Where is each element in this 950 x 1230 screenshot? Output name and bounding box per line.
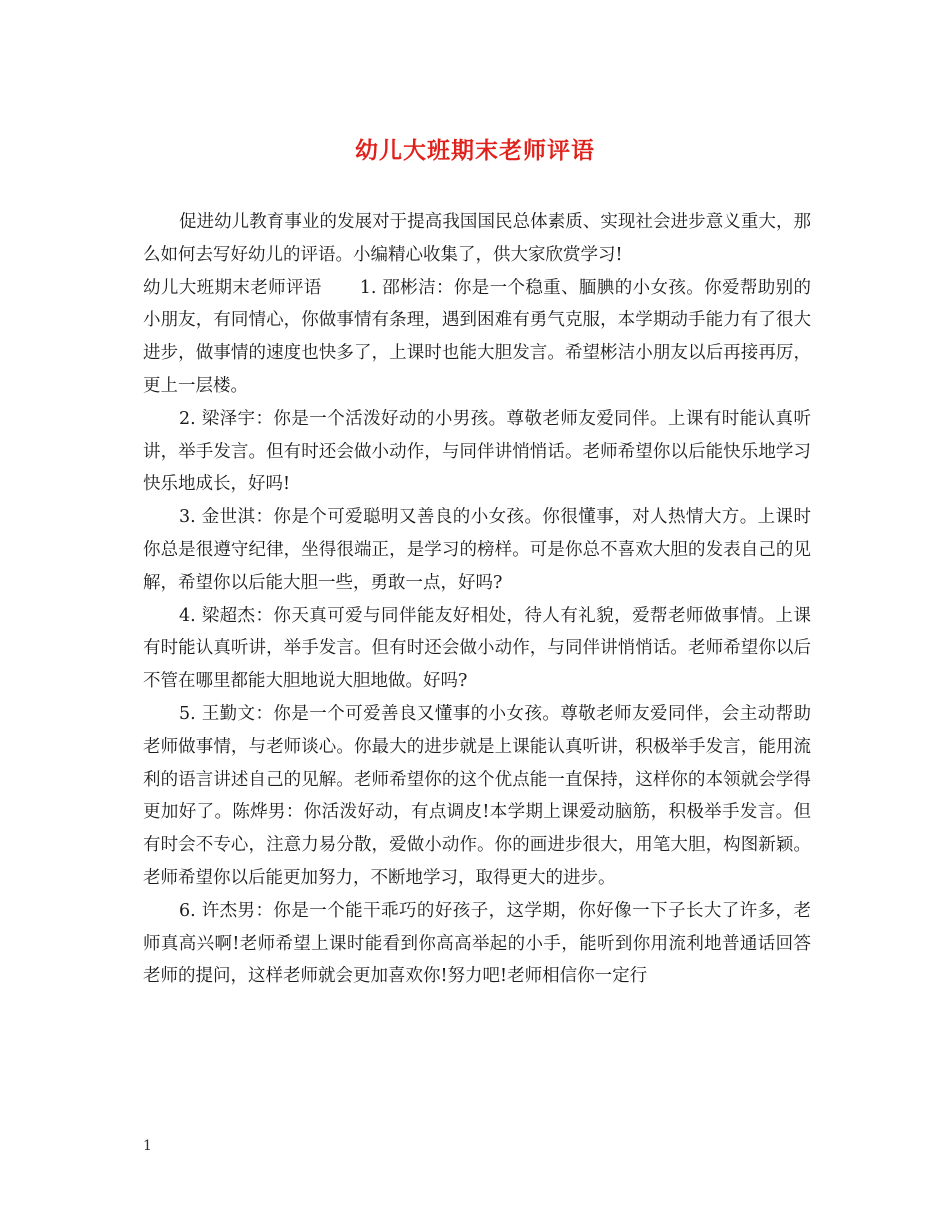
page-number: 1 <box>143 1138 152 1154</box>
section-subheading: 幼儿大班期末老师评语 <box>143 277 322 298</box>
item-1-paragraph <box>143 272 811 403</box>
intro-paragraph: 促进幼儿教育事业的发展对于提高我国国民总体素质、实现社会进步意义重大，那么如何去写好幼儿的评语。小编精心收集了，供大家欣赏学习! <box>143 212 811 265</box>
document-body <box>143 206 811 993</box>
item-5-paragraph: 5. 王勤文：你是一个可爱善良又懂事的小女孩。尊敬老师友爱同伴，会主动帮助老师做事情，与老师谈心。你最大的进步就是上课能认真听讲，积极举手发言，能用流利的语言讲述自己的见解。老师希望你的这个优点能一直保持，这样你的本领就会学得更加好了。陈烨男：你活泼好动，有点调皮!本学期上课爱动脑筋，积极举手发言。但有时会不专心，注意力易分散，爱做小动作。你的画进步很大，用笔大胆，构图新颖。老师希望你以后能更加努力，不断地学习，取得更大的进步。 <box>143 703 811 888</box>
item-3-paragraph: 3. 金世淇：你是个可爱聪明又善良的小女孩。你很懂事，对人热情大方。上课时你总是很遵守纪律，坐得很端正，是学习的榜样。可是你总不喜欢大胆的发表自己的见解，希望你以后能大胆一些，勇敢一点，好吗? <box>143 507 811 593</box>
item-2-paragraph: 2. 梁泽宇：你是一个活泼好动的小男孩。尊敬老师友爱同伴。上课有时能认真听讲，举手发言。但有时还会做小动作，与同伴讲悄悄话。老师希望你以后能快乐地学习快乐地成长，好吗! <box>143 408 811 495</box>
document-title: 幼儿大班期末老师评语 <box>355 138 595 164</box>
item-4-paragraph: 4. 梁超杰：你天真可爱与同伴能友好相处，待人有礼貌，爱帮老师做事情。上课有时能认真听讲，举手发言。但有时还会做小动作，与同伴讲悄悄话。老师希望你以后不管在哪里都能大胆地说大胆地做。好吗? <box>143 605 811 692</box>
item-1-text: 1. 邵彬洁：你是一个稳重、腼腆的小女孩。你爱帮助别的小朋友，有同情心，你做事情有条理，遇到困难有勇气克服，本学期动手能力有了很大进步，做事情的速度也快多了，上课时也能大胆发言。希望彬洁小朋友以后再接再厉，更上一层楼。 <box>143 277 811 396</box>
item-6-paragraph: 6. 许杰男：你是一个能干乖巧的好孩子，这学期，你好像一下子长大了许多，老师真高兴啊!老师希望上课时能看到你高高举起的小手，能听到你用流利地普通话回答老师的提问，这样老师就会更加喜欢你!努力吧!老师相信你一定行 <box>143 900 811 987</box>
